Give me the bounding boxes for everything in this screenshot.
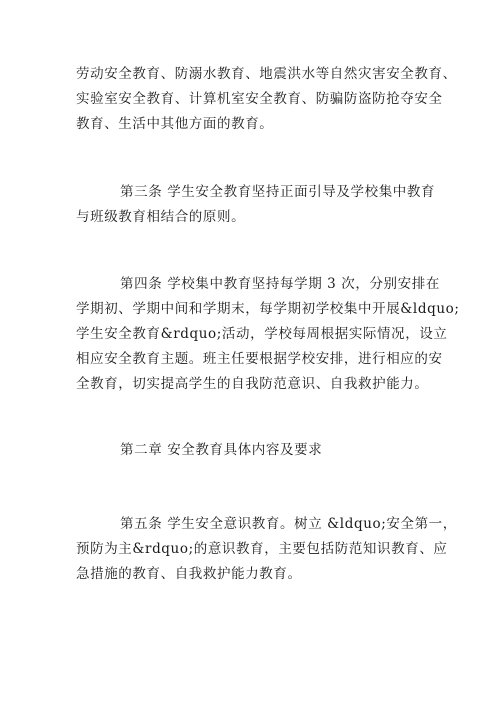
paragraph-article-4 <box>76 272 460 397</box>
text-line: 实验室安全教育、计算机室安全教育、防骗防盗防抢夺安全 <box>76 91 443 107</box>
text-line: 第四条 学校集中教育坚持每学期 3 次，分别安排在 <box>120 276 440 292</box>
text-line: 教育、生活中其他方面的教育。 <box>76 116 274 132</box>
paragraph-safety-topics <box>76 62 457 137</box>
text-line: 学生安全教育&rdquo;活动，学校每周根据实际情况，设立 <box>76 326 448 342</box>
text-line: 第三条 学生安全教育坚持正面引导及学校集中教育 <box>120 184 436 200</box>
paragraph-article-5 <box>76 512 457 587</box>
text-line: 急措施的教育、自我救护能力教育。 <box>76 566 302 582</box>
text-line: 第五条 学生安全意识教育。树立 &ldquo;安全第一， <box>120 516 457 532</box>
chapter-title: 第二章 安全教育具体内容及要求 <box>120 442 323 458</box>
text-line: 学期初、学期中间和学期末，每学期初学校集中开展&ldquo; <box>76 301 460 317</box>
text-line: 全教育，切实提高学生的自我防范意识、自我救护能力。 <box>76 376 429 392</box>
text-line: 预防为主&rdquo;的意识教育，主要包括防范知识教育、应 <box>76 541 448 557</box>
chapter-2-heading <box>76 438 436 463</box>
paragraph-article-3 <box>76 180 436 230</box>
text-line: 相应安全教育主题。班主任要根据学校安排，进行相应的安 <box>76 351 443 367</box>
text-line: 劳动安全教育、防溺水教育、地震洪水等自然灾害安全教育、 <box>76 66 457 82</box>
text-line: 与班级教育相结合的原则。 <box>76 209 246 225</box>
